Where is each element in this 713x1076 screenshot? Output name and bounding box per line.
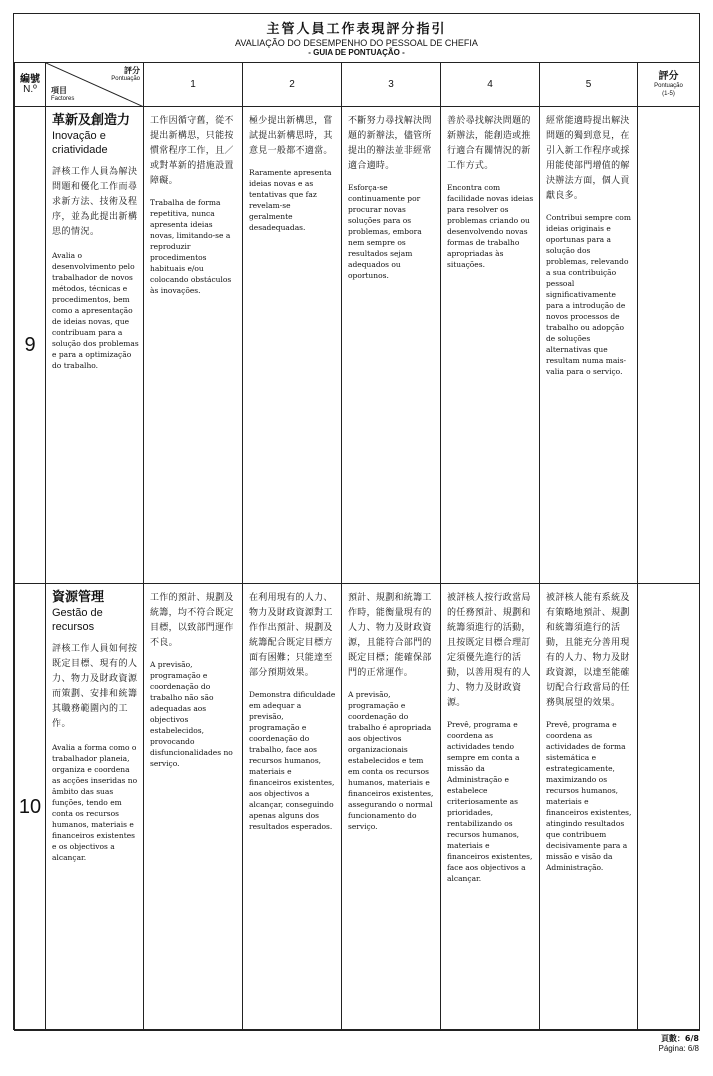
score-label-pt: Pontuação (111, 76, 140, 82)
score-label (111, 66, 140, 84)
level-text-zh: 工作的預計、規劃及統籌，均不符合既定目標，以致部門運作不良。 (150, 593, 234, 648)
item-label-zh: 項目 (51, 86, 67, 95)
number-column-header (15, 63, 46, 107)
item-label (51, 86, 74, 104)
level-1-header: 1 (144, 63, 243, 107)
level-4-header: 4 (441, 63, 540, 107)
factor-title-pt: Inovação e criatividade (52, 130, 108, 156)
level-text-zh: 在利用現有的人力、物力及財政資源對工作作出預計、規劃及統籌配合既定目標方面有困難；只能達至部分預期效果。 (249, 593, 333, 678)
factor-title-zh: 資源管理 (52, 590, 105, 605)
level-text-zh: 工作因循守舊，從不提出新構思，只能按慣常程序工作，且／或對革新的措施設置障礙。 (150, 116, 234, 186)
points-column-header (638, 63, 700, 107)
level-2-description (243, 584, 342, 1031)
level-text-zh: 善於尋找解決問題的新辦法，能創造或推行適合有關情況的新工作方式。 (447, 116, 531, 171)
level-text-pt: A previsão, programação e coordenação do trabalho é apropriada aos objectivos organizacionais estabelecidos e tem em conta os recursos humanos, materiais e financeiros existentes, assegurando o normal funcionamento do serviço. (348, 690, 434, 831)
level-text-zh: 不斷努力尋找解決問題的新辦法，儘管所提出的辦法並非經常適合適時。 (348, 116, 432, 171)
factor-title-pt: Gestão de recursos (52, 607, 103, 633)
number-label-zh: 編號 (20, 73, 40, 85)
page-number-zh: 頁數：6/8 (660, 1034, 699, 1043)
form-header (14, 14, 699, 63)
page-footer (659, 1034, 699, 1054)
score-entry-cell[interactable] (638, 584, 700, 1031)
level-text-zh: 經常能適時提出解決問題的獨到意見，在引入新工作程序或採用能使部門增值的解決辦法方面，個人貢獻良多。 (546, 116, 630, 201)
level-3-header: 3 (342, 63, 441, 107)
factor-description-zh: 評核工作人員如何按既定目標、現有的人力、物力及財政資源而策劃、安排和統籌其職務範圍內的工作。 (52, 644, 138, 729)
points-range: (1-5) (662, 90, 675, 97)
level-2-header: 2 (243, 63, 342, 107)
level-text-zh: 被評核人按行政當局的任務預計、規劃和統籌須進行的活動，且按既定目標合理訂定須優先進行的活動，以善用現有的人力、物力及財政資源。 (447, 593, 531, 708)
factor-column-header (46, 63, 144, 107)
level-4-description (441, 107, 540, 584)
subtitle: - GUIA DE PONTUAÇÃO - (308, 48, 405, 57)
level-text-pt: Demonstra dificuldade em adequar a previsão, programação e coordenação do trabalho, face aos recursos humanos, materiais e financeiros existentes, aos objectivos a alcançar, conseguindo apenas alguns dos resultados esperados. (249, 690, 336, 831)
level-text-zh: 極少提出新構思，嘗試提出新構思時，其意見一般都不適當。 (249, 116, 333, 156)
level-text-zh: 預計、規劃和統籌工作時，能衡量現有的人力、物力及財政資源，且能符合部門的既定目標；能確保部門的正常運作。 (348, 593, 432, 678)
title-chinese: 主管人員工作表現評分指引 (266, 22, 447, 37)
number-label-pt: N.º (23, 83, 37, 95)
level-1-description (144, 107, 243, 584)
level-5-header: 5 (540, 63, 638, 107)
level-text-pt: Raramente apresenta ideias novas e as tentativas que faz revelam-se geralmente desadequadas. (249, 168, 332, 232)
level-text-pt: Esforça-se continuamente por procurar novas soluções para os problemas, embora nem sempre os resultados sejam adequados ou oportunos. (348, 183, 422, 280)
column-header-row (15, 63, 700, 107)
factor-description-zh: 評核工作人員為解決問題和優化工作而尋求新方法、技術及程序，並為此提出新構思的情況。 (52, 167, 138, 237)
level-text-pt: Trabalha de forma repetitiva, nunca apresenta ideias novas, limitando-se a reproduzir procedimentos habituais e/ou colocando obstáculos às inovações. (150, 198, 232, 295)
factor-title-zh: 革新及創造力 (52, 113, 131, 128)
score-entry-cell[interactable] (638, 107, 700, 584)
level-3-description (342, 107, 441, 584)
item-number: 10 (15, 584, 46, 1031)
evaluation-form (13, 13, 700, 1030)
table-row (15, 107, 700, 584)
factor-description-pt: Avalia o desenvolvimento pelo trabalhador de novos métodos, técnicas e procedimentos, bem como a apresentação de ideias novas, que contribuam para a solução dos problemas e para a optimização do trabalho. (52, 251, 139, 370)
factor-cell (46, 584, 144, 1031)
level-text-pt: Prevê, programa e coordena as actividades de forma sistemática e estrategicamente, maximizando os recursos humanos, materiais e financeiros existentes, atingindo resultados que contribuem decisivamente para a missão e visão da Administração. (546, 720, 632, 872)
level-text-zh: 被評核人能有系統及有策略地預計、規劃和統籌須進行的活動，且能充分善用現有的人力、物力及財政資源，以達至能確切配合行政當局的任務與展望的效果。 (546, 593, 630, 708)
scoring-guide-table (14, 62, 700, 1031)
page-number-pt: Página: 6/8 (658, 1044, 699, 1053)
level-1-description (144, 584, 243, 1031)
factor-cell (46, 107, 144, 584)
level-text-pt: A previsão, programação e coordenação do trabalho não são adequadas aos objectivos estabelecidos, provocando disfuncionalidades no serviço. (150, 660, 233, 768)
item-label-pt: Factores (51, 96, 75, 102)
level-5-description (540, 107, 638, 584)
level-3-description (342, 584, 441, 1031)
table-row (15, 584, 700, 1031)
points-label-pt: Pontuação (654, 82, 683, 89)
item-number: 9 (15, 107, 46, 584)
level-4-description (441, 584, 540, 1031)
score-label-zh: 評分 (124, 66, 140, 75)
level-text-pt: Encontra com facilidade novas ideias para resolver os problemas criando ou desenvolvendo novas formas de trabalho apropriadas às situações. (447, 183, 534, 269)
level-2-description (243, 107, 342, 584)
level-text-pt: Prevê, programa e coordena as actividades tendo sempre em conta a missão da Administração e estabelece criteriosamente as prioridades, rentabilizando os recursos humanos, materiais e financeiros existentes, face aos objectivos a alcançar. (447, 720, 533, 883)
factor-description-pt: Avalia a forma como o trabalhador planeia, organiza e coordena as acções inseridas no âmbito das suas funções, tendo em conta os recursos humanos, materiais e financeiros existentes e os objectivos a alcançar. (52, 743, 138, 862)
points-label-zh: 評分 (658, 70, 679, 82)
title-portuguese: AVALIAÇÃO DO DESEMPENHO DO PESSOAL DE CHEFIA (235, 38, 478, 48)
level-5-description (540, 584, 638, 1031)
level-text-pt: Contribui sempre com ideias originais e oportunas para a solução dos problemas, relevando a sua contribuição pessoal significativamente para a introdução de novos processos de trabalho ou adopção de soluções alternativas que resultam numa mais-valia para o serviço. (546, 213, 631, 376)
